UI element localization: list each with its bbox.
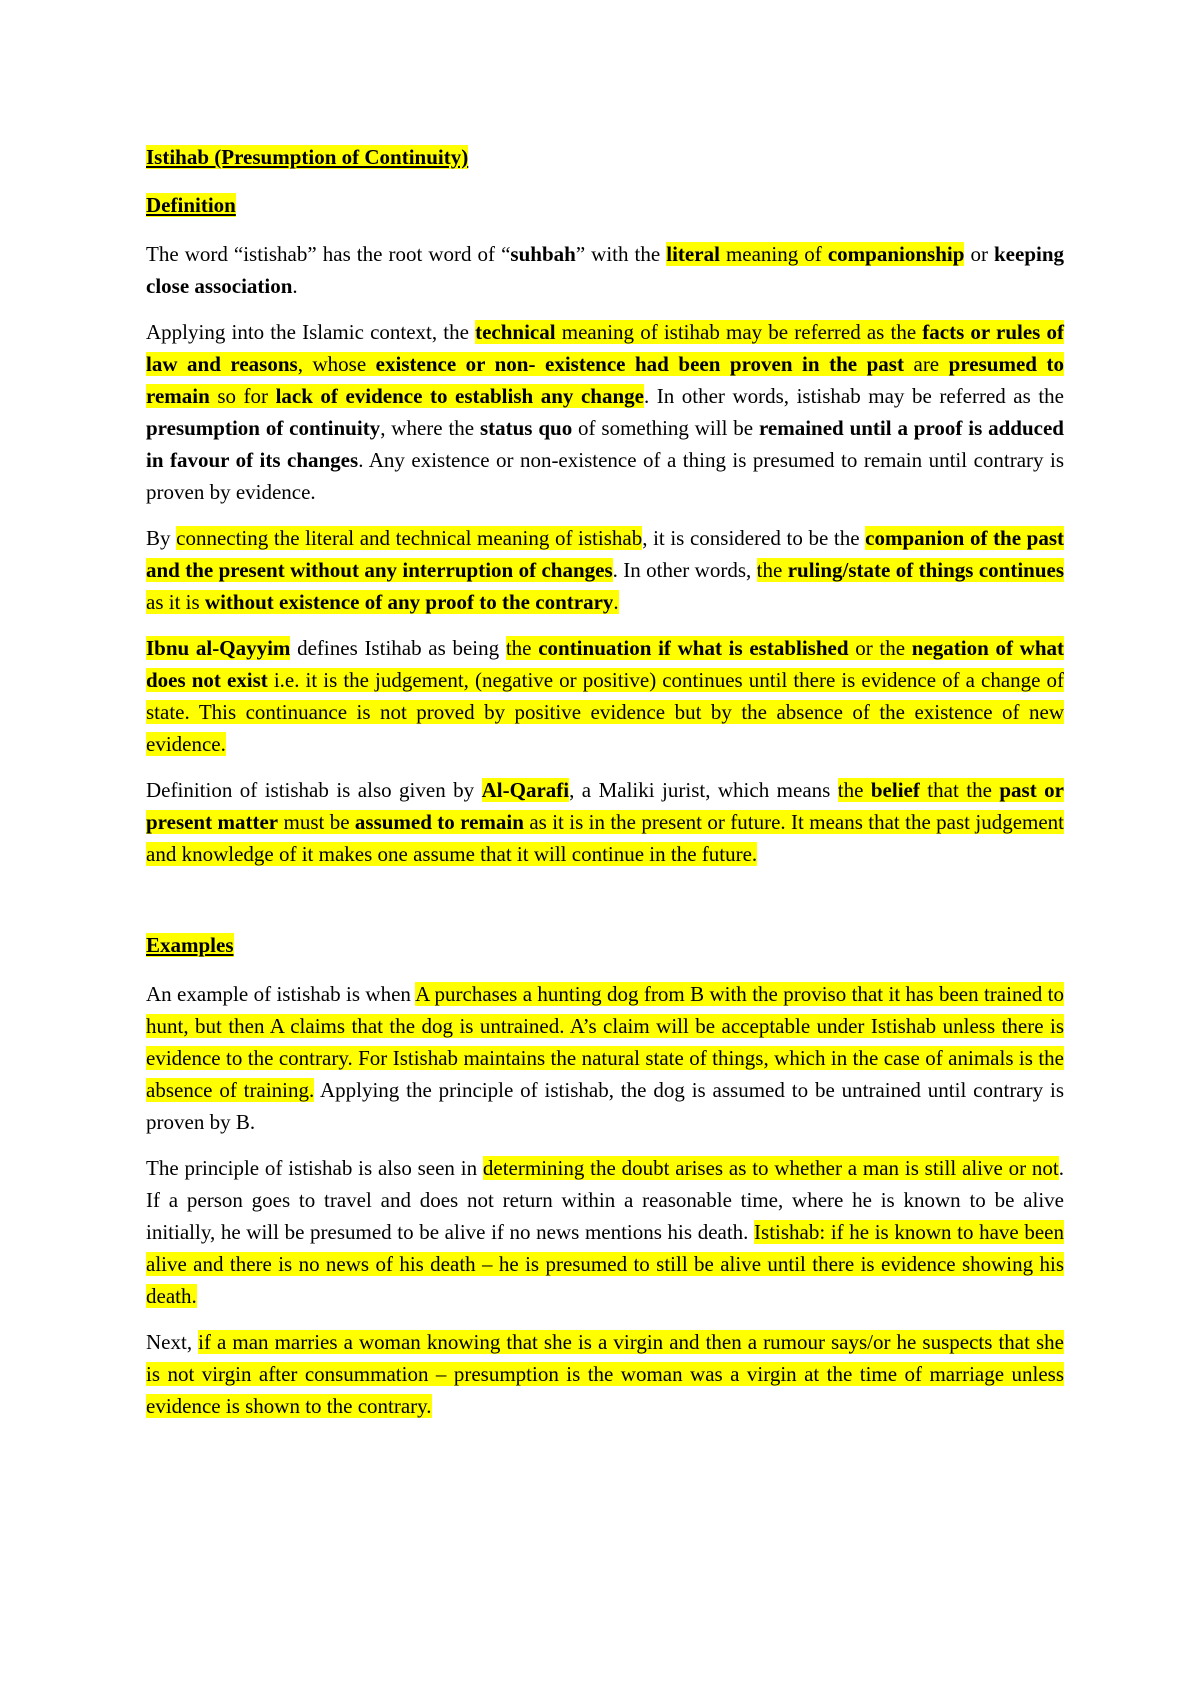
highlighted-text: presumed to remain <box>146 352 1064 408</box>
highlighted-text: meaning of <box>719 242 828 266</box>
definition-paragraph <box>146 632 1064 760</box>
highlighted-text: , whose <box>297 352 376 376</box>
highlighted-text: determining the doubt arises as to whether a man is still alive or not <box>482 1156 1059 1180</box>
highlighted-text: assumed to remain <box>354 810 524 834</box>
highlighted-text: Al-Qarafi <box>481 778 570 802</box>
text-run: . If a person goes to travel and does not return within a reasonable time, where he is known to be alive initially, he will be presumed to be alive if no news mentions his death. <box>146 1156 1064 1244</box>
highlighted-text: A purchases a hunting dog from B with the proviso that it has been trained to hunt, but then A claims that the dog is untrained. A’s claim will be acceptable under Istishab unless there is evidence to the contrary. For Istishab maintains the natural state of things, which in the case of animals is the absence of training. <box>146 982 1064 1102</box>
highlighted-text: negation of what does not exist <box>146 636 1064 692</box>
highlighted-text: are <box>903 352 949 376</box>
text-run: defines Istihab as being <box>290 636 506 660</box>
highlighted-text: as it is <box>146 590 205 614</box>
text-run: remained until a proof is adduced in favour of its changes <box>146 416 1064 472</box>
text-run: The principle of istishab is also seen in <box>146 1156 483 1180</box>
highlighted-text: must be <box>278 810 355 834</box>
example-paragraph <box>146 1326 1064 1422</box>
highlighted-text: . <box>613 590 619 614</box>
text-run: keeping close association <box>146 242 1065 298</box>
definition-paragraph <box>146 774 1064 870</box>
highlighted-text: past or present matter <box>146 778 1064 834</box>
highlighted-text: as it is in the present or future. It means that the past judgement and knowledge of it makes one assume that it will continue in the future. <box>146 810 1065 866</box>
text-run: An example of istishab is when <box>146 982 416 1006</box>
text-run: , a Maliki jurist, which means <box>569 778 838 802</box>
highlighted-text: without existence of any proof to the contrary <box>204 590 614 614</box>
definition-paragraph <box>146 238 1064 302</box>
text-run: of something will be <box>572 416 759 440</box>
text-run: Applying into the Islamic context, the <box>146 320 476 344</box>
highlighted-text: lack of evidence to establish any change <box>275 384 644 408</box>
highlighted-text: the <box>505 636 539 660</box>
highlighted-text: existence or non- existence had been proven in the past <box>375 352 904 376</box>
highlighted-text: companionship <box>827 242 965 266</box>
document-title: Istihab (Presumption of Continuity) <box>146 145 469 169</box>
example-paragraph <box>146 978 1064 1138</box>
highlighted-text: if a man marries a woman knowing that she is a virgin and then a rumour says/or he suspects that she is not virgin after consummation – presumption is the woman was a virgin at the time of marriage unless evidence is shown to the contrary. <box>146 1330 1064 1418</box>
text-run: . In other words, <box>612 558 757 582</box>
text-run: ” with the <box>575 242 667 266</box>
text-run: The word “istishab” has the root word of “ <box>146 242 511 266</box>
definition-paragraph <box>146 316 1064 508</box>
highlighted-text: belief <box>870 778 920 802</box>
highlighted-text: or the <box>848 636 912 660</box>
text-run: suhbah <box>510 242 576 266</box>
text-run: Next, <box>146 1330 199 1354</box>
text-run: status quo <box>479 416 573 440</box>
example-paragraph <box>146 1152 1064 1312</box>
text-run: . <box>292 274 298 298</box>
highlighted-text: connecting the literal and technical meaning of istishab <box>176 526 643 550</box>
definition-paragraph <box>146 522 1064 618</box>
highlighted-text: facts or rules of law and reasons <box>146 320 1064 376</box>
highlighted-text: literal <box>666 242 720 266</box>
highlighted-text: i.e. it is the judgement, (negative or positive) continues until there is evidence of a change of state. This continuance is not proved by positive evidence but by the absence of the existence of new evidence. <box>146 668 1065 756</box>
highlighted-text: technical <box>475 320 556 344</box>
highlighted-text: the <box>837 778 871 802</box>
section-heading-examples: Examples <box>146 933 234 957</box>
text-run: By <box>146 526 177 550</box>
highlighted-text: continuation if what is established <box>538 636 849 660</box>
text-run: . In other words, istishab may be referred as the <box>643 384 1064 408</box>
highlighted-text: Ibnu al-Qayyim <box>146 636 291 660</box>
section-heading-definition: Definition <box>146 193 236 217</box>
highlighted-text: so for <box>209 384 276 408</box>
highlighted-text: that the <box>919 778 1000 802</box>
text-run: presumption of continuity <box>146 416 381 440</box>
highlighted-text: Istishab: if he is known to have been alive and there is no news of his death – he is presumed to still be alive until there is evidence showing his death. <box>146 1220 1064 1308</box>
highlighted-text: ruling/state of things continues <box>787 558 1065 582</box>
text-run: . Any existence or non-existence of a thing is presumed to remain until contrary is proven by evidence. <box>146 448 1065 504</box>
text-run: Definition of istishab is also given by <box>146 778 482 802</box>
highlighted-text: companion of the past and the present without any interruption of changes <box>146 526 1065 582</box>
text-run: or <box>964 242 994 266</box>
text-run: , it is considered to be the <box>642 526 866 550</box>
highlighted-text: the <box>756 558 788 582</box>
text-run: Applying the principle of istishab, the dog is assumed to be untrained until contrary is proven by B. <box>146 1078 1064 1134</box>
highlighted-text: meaning of istihab may be referred as the <box>555 320 923 344</box>
text-run: , where the <box>380 416 480 440</box>
spacer <box>146 884 1064 930</box>
